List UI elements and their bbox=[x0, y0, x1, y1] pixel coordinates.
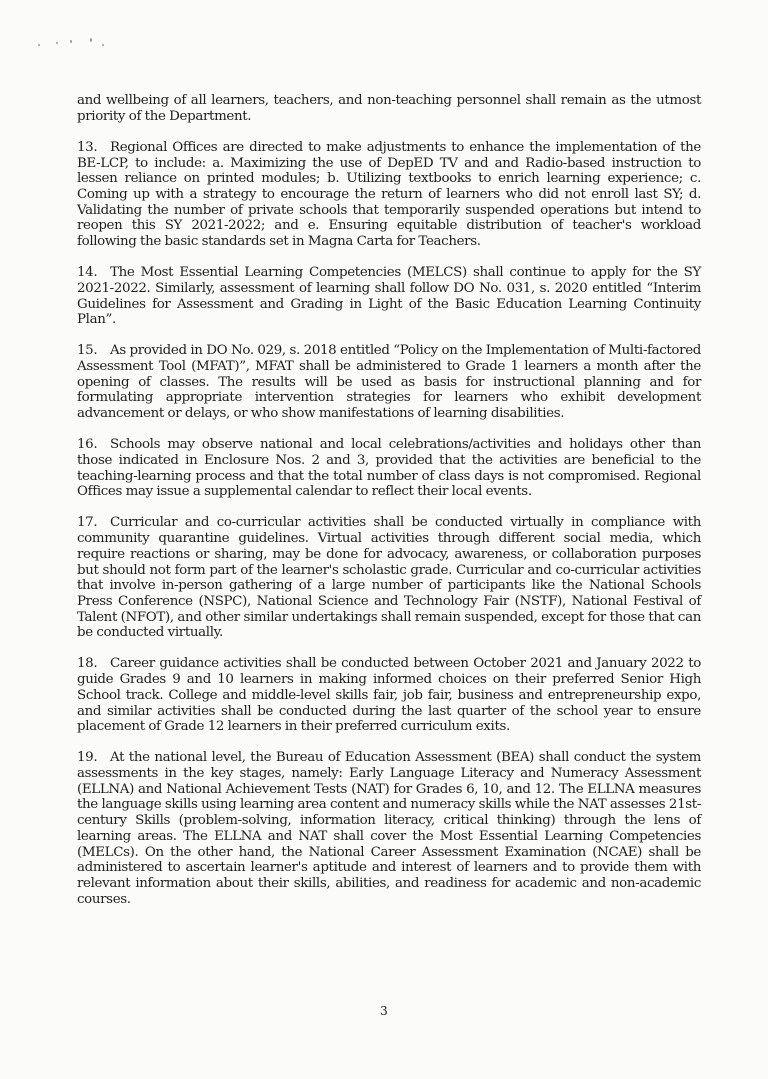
paragraph-number: 14. bbox=[77, 265, 98, 281]
paragraph-17 bbox=[77, 515, 701, 641]
paragraph-text: Curricular and co-curricular activities shall be conducted virtually in compliance with community quarantine guidelines. Virtual activities through different social media, which require reactions or sharing, may be done for advocacy, awareness, or collaboration purposes but should not form part of the learner's scholastic grade. Curricular and co-curricular activities that involve in-person gathering of a large number of participants like the National Schools Press Conference (NSPC), National Science and Technology Fair (NSTF), National Festival of Talent (NFOT), and other similar undertakings shall remain suspended, except for those that can be conducted virtually. bbox=[77, 515, 701, 641]
paragraph-18 bbox=[77, 656, 701, 735]
paragraph-number: 17. bbox=[77, 515, 98, 531]
paragraph-text: The Most Essential Learning Competencies (MELCS) shall continue to apply for the SY 2021-2022. Similarly, assessment of learning shall follow DO No. 031, s. 2020 entitled “Interim Guidelines for Assessment and Grading in Light of the Basic Education Learning Continuity Plan”. bbox=[77, 265, 701, 328]
paragraph-19 bbox=[77, 750, 701, 907]
paragraph-number: 15. bbox=[77, 343, 98, 359]
scan-specks bbox=[38, 38, 118, 52]
paragraph-text: At the national level, the Bureau of Education Assessment (BEA) shall conduct the system assessments in the key stages, namely: Early Language Literacy and Numeracy Assessment (ELLNA) and National Achievement Tests (NAT) for Grades 6, 10, and 12. The ELLNA measures the language skills using learning area content and numeracy skills while the NAT assesses 21st-century Skills (problem-solving, information literacy, critical thinking) through the lens of learning areas. The ELLNA and NAT shall cover the Most Essential Learning Competencies (MELCs). On the other hand, the National Career Assessment Examination (NCAE) shall be administered to ascertain learner's aptitude and interest of learners and to provide them with relevant information about their skills, abilities, and readiness for academic and non-academic courses. bbox=[77, 750, 701, 907]
paragraph-text: Schools may observe national and local celebrations/activities and holidays other than those indicated in Enclosure Nos. 2 and 3, provided that the activities are beneficial to the teaching-learning process and that the total number of class days is not compromised. Regional Offices may issue a supplemental calendar to reflect their local events. bbox=[77, 437, 701, 500]
document-body bbox=[77, 93, 701, 923]
paragraph-number: 13. bbox=[77, 139, 98, 155]
paragraph-16 bbox=[77, 437, 701, 500]
paragraph-13 bbox=[77, 140, 701, 250]
page-number: 3 bbox=[380, 1004, 388, 1018]
paragraph-number: 16. bbox=[77, 437, 98, 453]
paragraph-number: 19. bbox=[77, 750, 98, 766]
paragraph-text: and wellbeing of all learners, teachers, and non-teaching personnel shall remain as the utmost priority of the Department. bbox=[77, 93, 701, 124]
paragraph-15 bbox=[77, 343, 701, 422]
paragraph-continuation bbox=[77, 93, 701, 124]
paragraph-14 bbox=[77, 265, 701, 328]
paragraph-text: As provided in DO No. 029, s. 2018 entitled “Policy on the Implementation of Multi-factored Assessment Tool (MFAT)”, MFAT shall be administered to Grade 1 learners a month after the opening of classes. The results will be used as basis for instructional planning and for formulating appropriate intervention strategies for learners who exhibit development advancement or delays, or who show manifestations of learning disabilities. bbox=[77, 343, 701, 422]
paragraph-number: 18. bbox=[77, 656, 98, 672]
paragraph-text: Career guidance activities shall be conducted between October 2021 and January 2022 to guide Grades 9 and 10 learners in making informed choices on their preferred Senior High School track. College and middle-level skills fair, job fair, business and entrepreneurship expo, and similar activities shall be conducted during the last quarter of the school year to ensure placement of Grade 12 learners in their preferred curriculum exits. bbox=[77, 656, 701, 735]
paragraph-text: Regional Offices are directed to make adjustments to enhance the implementation of the BE-LCP, to include: a. Maximizing the use of DepED TV and and Radio-based instruction to lessen reliance on printed modules; b. Utilizing textbooks to enrich learning experience; c. Coming up with a strategy to encourage the return of learners who did not enroll last SY; d. Validating the number of private schools that temporarily suspended operations but intend to reopen this SY 2021-2022; and e. Ensuring equitable distribution of teacher's workload following the basic standards set in Magna Carta for Teachers. bbox=[77, 139, 701, 250]
